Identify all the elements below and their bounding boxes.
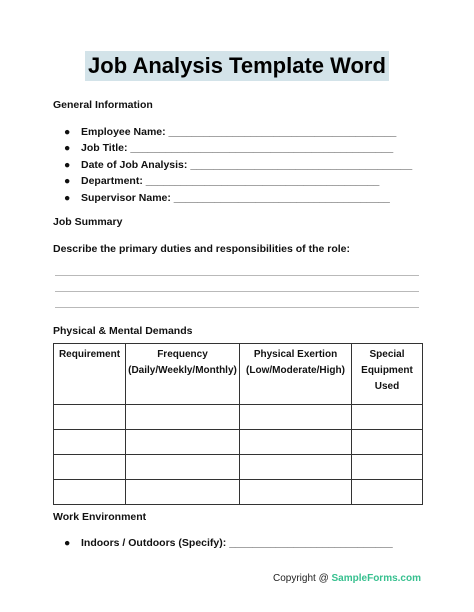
table-row: [54, 430, 423, 455]
header-line: Frequency: [157, 349, 208, 360]
table-cell[interactable]: [352, 405, 423, 430]
table-cell[interactable]: [352, 430, 423, 455]
header-line: (Daily/Weekly/Monthly): [128, 365, 237, 376]
employee-name-field[interactable]: [64, 124, 412, 140]
table-cell[interactable]: [240, 405, 352, 430]
physical-mental-demands-heading: Physical & Mental Demands: [53, 325, 193, 337]
table-header-row: [54, 344, 423, 405]
table-cell[interactable]: [126, 455, 240, 480]
table-cell[interactable]: [240, 430, 352, 455]
job-summary-heading: Job Summary: [53, 216, 123, 228]
indoors-outdoors-field[interactable]: [64, 537, 393, 549]
table-cell[interactable]: [54, 480, 126, 505]
job-title-field[interactable]: [64, 140, 412, 156]
department-field[interactable]: [64, 173, 412, 189]
table-cell[interactable]: [54, 455, 126, 480]
bullet-icon: ●: [64, 142, 71, 155]
table-row: [54, 455, 423, 480]
summary-answer-line[interactable]: [55, 275, 419, 276]
date-of-job-analysis-field[interactable]: [64, 157, 412, 173]
bullet-icon: ●: [64, 175, 71, 188]
field-label: Department:: [81, 175, 143, 188]
brand-link[interactable]: SampleForms.com: [331, 573, 421, 584]
table-cell[interactable]: [240, 455, 352, 480]
field-label: Indoors / Outdoors (Specify):: [81, 537, 227, 549]
document-title: Job Analysis Template Word: [85, 51, 389, 81]
frequency-column-header: [126, 344, 240, 405]
copyright-footer: [273, 573, 421, 584]
header-line: Used: [374, 381, 400, 392]
table-row: [54, 405, 423, 430]
title-container: [0, 51, 474, 81]
field-label: Job Title:: [81, 142, 128, 155]
table-row: [54, 480, 423, 505]
copyright-prefix: Copyright @: [273, 573, 332, 584]
field-label: Employee Name:: [81, 126, 166, 138]
requirement-column-header: [54, 344, 126, 405]
header-line: Special: [369, 349, 405, 360]
bullet-icon: ●: [64, 537, 71, 549]
field-blank[interactable]: ______________________________________: [190, 158, 413, 171]
table-cell[interactable]: [126, 405, 240, 430]
field-blank[interactable]: _____________________________________________: [130, 142, 394, 155]
table-cell[interactable]: [54, 405, 126, 430]
field-label: Supervisor Name:: [81, 191, 171, 204]
bullet-icon: ●: [64, 191, 71, 204]
summary-answer-line[interactable]: [55, 307, 419, 308]
summary-answer-line[interactable]: [55, 291, 419, 292]
work-environment-heading: Work Environment: [53, 511, 147, 523]
table-cell[interactable]: [352, 455, 423, 480]
field-blank[interactable]: _______________________________________: [168, 126, 397, 138]
header-line: (Low/Moderate/High): [246, 365, 345, 376]
demands-table: [53, 343, 423, 505]
general-information-list: [64, 124, 412, 206]
field-blank[interactable]: ____________________________: [229, 537, 393, 549]
field-blank[interactable]: ________________________________________: [145, 175, 380, 188]
general-information-heading: General Information: [53, 99, 153, 111]
bullet-icon: ●: [64, 126, 71, 138]
supervisor-name-field[interactable]: [64, 190, 412, 206]
header-line: Physical Exertion: [253, 349, 338, 360]
header-line: Requirement: [58, 349, 121, 360]
special-equipment-column-header: [352, 344, 423, 405]
bullet-icon: ●: [64, 158, 71, 171]
table-cell[interactable]: [126, 430, 240, 455]
field-blank[interactable]: _____________________________________: [173, 191, 390, 204]
field-label: Date of Job Analysis:: [81, 158, 188, 171]
physical-exertion-column-header: [240, 344, 352, 405]
table-cell[interactable]: [126, 480, 240, 505]
header-line: Equipment: [361, 365, 413, 376]
job-summary-prompt: Describe the primary duties and responsibilities of the role:: [53, 243, 350, 255]
table-cell[interactable]: [352, 480, 423, 505]
table-cell[interactable]: [240, 480, 352, 505]
table-cell[interactable]: [54, 430, 126, 455]
